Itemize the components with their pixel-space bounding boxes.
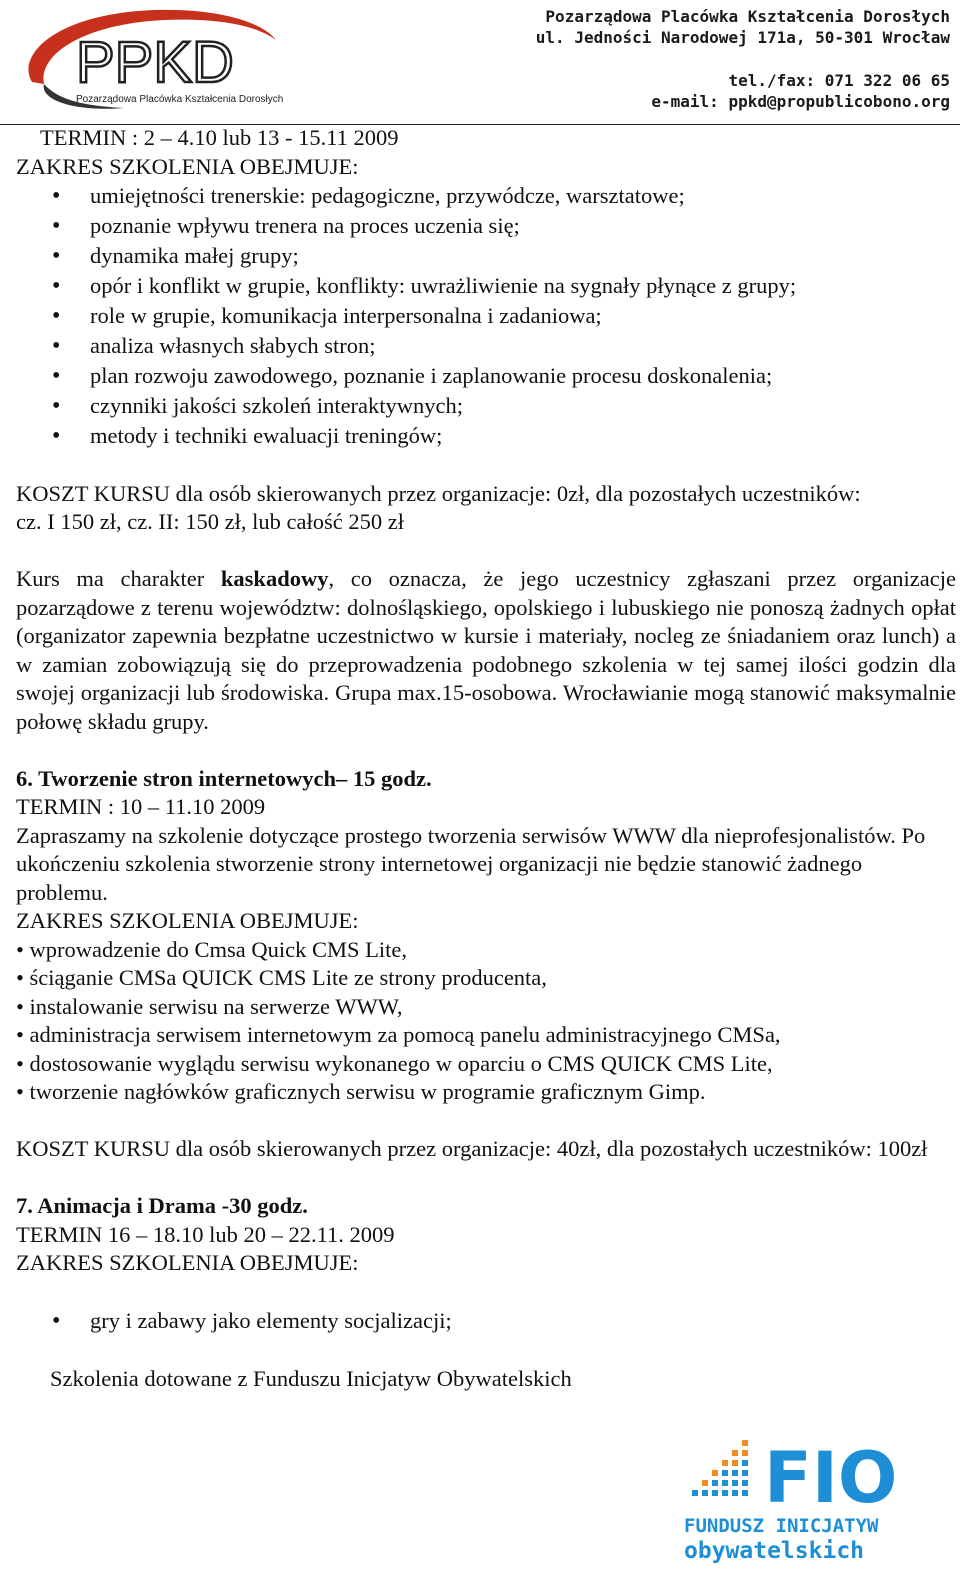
kaskadowy-bold: kaskadowy [220, 566, 329, 591]
fio-dots-icon [692, 1440, 748, 1496]
list-item: • tworzenie nagłówków graficznych serwisu w programie graficznym Gimp. [16, 1078, 956, 1107]
list-item: • dynamika małej grupy; [16, 241, 956, 271]
list-item: • instalowanie serwisu na serwerze WWW, [16, 993, 956, 1022]
s5-koszt-1: KOSZT KURSU dla osób skierowanych przez organizacje: 0zł, dla pozostałych uczestników: [16, 480, 861, 506]
org-email[interactable]: e-mail: ppkd@propublicobono.org [651, 92, 950, 111]
svg-text:FUNDUSZ INICJATYW: FUNDUSZ INICJATYW [684, 1515, 879, 1537]
svg-text:obywatelskich: obywatelskich [684, 1538, 865, 1564]
list-item: • dostosowanie wyglądu serwisu wykonanego w oparciu o CMS QUICK CMS Lite, [16, 1050, 956, 1079]
fio-logo [680, 1438, 948, 1564]
list-item: • poznanie wpływu trenera na proces uczenia się; [16, 211, 956, 241]
s6-list [16, 936, 956, 1107]
s7-list [16, 1306, 956, 1336]
s6-title: 6. Tworzenie stron internetowych– 15 godz. [16, 765, 432, 791]
s6-koszt: KOSZT KURSU dla osób skierowanych przez organizacje: 40zł, dla pozostałych uczestników: 100zł [16, 1136, 928, 1161]
svg-text:Pozarządowa Placówka Kształcen: Pozarządowa Placówka Kształcenia Dorosłych [76, 94, 284, 105]
list-item: • administracja serwisem internetowym za pomocą panelu administracyjnego CMSa, [16, 1021, 956, 1050]
list-item: • umiejętności trenerskie: pedagogiczne, przywódcze, warsztatowe; [16, 181, 956, 211]
s5-zakres: ZAKRES SZKOLENIA OBEJMUJE: [16, 153, 359, 179]
org-phone: tel./fax: 071 322 06 65 [728, 71, 950, 90]
ppkd-logo [14, 4, 286, 116]
list-item: • analiza własnych słabych stron; [16, 331, 956, 361]
list-item: • wprowadzenie do Cmsa Quick CMS Lite, [16, 936, 956, 965]
svg-text:FIO: FIO [764, 1438, 898, 1519]
list-item: • role w grupie, komunikacja interpersonalna i zadaniowa; [16, 301, 956, 331]
s6-intro: Zapraszamy na szkolenie dotyczące prostego tworzenia serwisów WWW dla nieprofesjonalistów. Po ukończeniu szkolenia stworzenie strony internetowej organizacji nie będzie stanowić żadnego problemu. [16, 822, 926, 905]
list-item: • ściąganie CMSa QUICK CMS Lite ze strony producenta, [16, 964, 956, 993]
list-item: • gry i zabawy jako elementy socjalizacji; [16, 1306, 956, 1336]
footer-note: Szkolenia dotowane z Funduszu Inicjatyw Obywatelskich [50, 1365, 572, 1391]
s7-termin: TERMIN 16 – 18.10 lub 20 – 22.11. 2009 [16, 1221, 395, 1247]
s6-termin: TERMIN : 10 – 11.10 2009 [16, 794, 266, 819]
document-body [16, 124, 956, 1393]
org-name: Pozarządowa Placówka Kształcenia Dorosłych [545, 7, 950, 26]
list-item: • plan rozwoju zawodowego, poznanie i zaplanowanie procesu doskonalenia; [16, 361, 956, 391]
header-contact [536, 6, 950, 112]
s7-zakres: ZAKRES SZKOLENIA OBEJMUJE: [16, 1250, 359, 1275]
s5-termin: TERMIN : 2 – 4.10 lub 13 - 15.11 2009 [40, 125, 399, 150]
org-address: ul. Jedności Narodowej 171a, 50-301 Wrocław [535, 28, 950, 47]
s5-list [16, 181, 956, 451]
s5-koszt-2: cz. I 150 zł, cz. II: 150 zł, lub całość 250 zł [16, 509, 404, 534]
list-item: • opór i konflikt w grupie, konflikty: uwrażliwienie na sygnały płynące z grupy; [16, 271, 956, 301]
list-item: • czynniki jakości szkoleń interaktywnych; [16, 391, 956, 421]
s5-kurs-paragraph: Kurs ma charakter kaskadowy, co oznacza, że jego uczestnicy zgłaszani przez organizacje pozarządowe z terenu województw: dolnośląskiego, opolskiego i lubuskiego nie ponoszą żadnych opłat (organizator zapewnia bezpłatne uczestnictwo w kursie i materiały, nocleg ze śniadaniem oraz lunch) a w zamian zobowiązują się do przeprowadzenia podobnego szkolenia w tej samej ilości godzin dla swojej organizacji lub środowiska. Grupa max.15-osobowa. Wrocławianie mogą stanowić maksymalnie połowę składu grupy. [16, 566, 957, 734]
s7-title: 7. Animacja i Drama -30 godz. [16, 1193, 308, 1218]
list-item: • metody i techniki ewaluacji treningów; [16, 421, 956, 451]
s6-zakres: ZAKRES SZKOLENIA OBEJMUJE: [16, 908, 359, 933]
svg-text:PPKD: PPKD [76, 30, 234, 95]
